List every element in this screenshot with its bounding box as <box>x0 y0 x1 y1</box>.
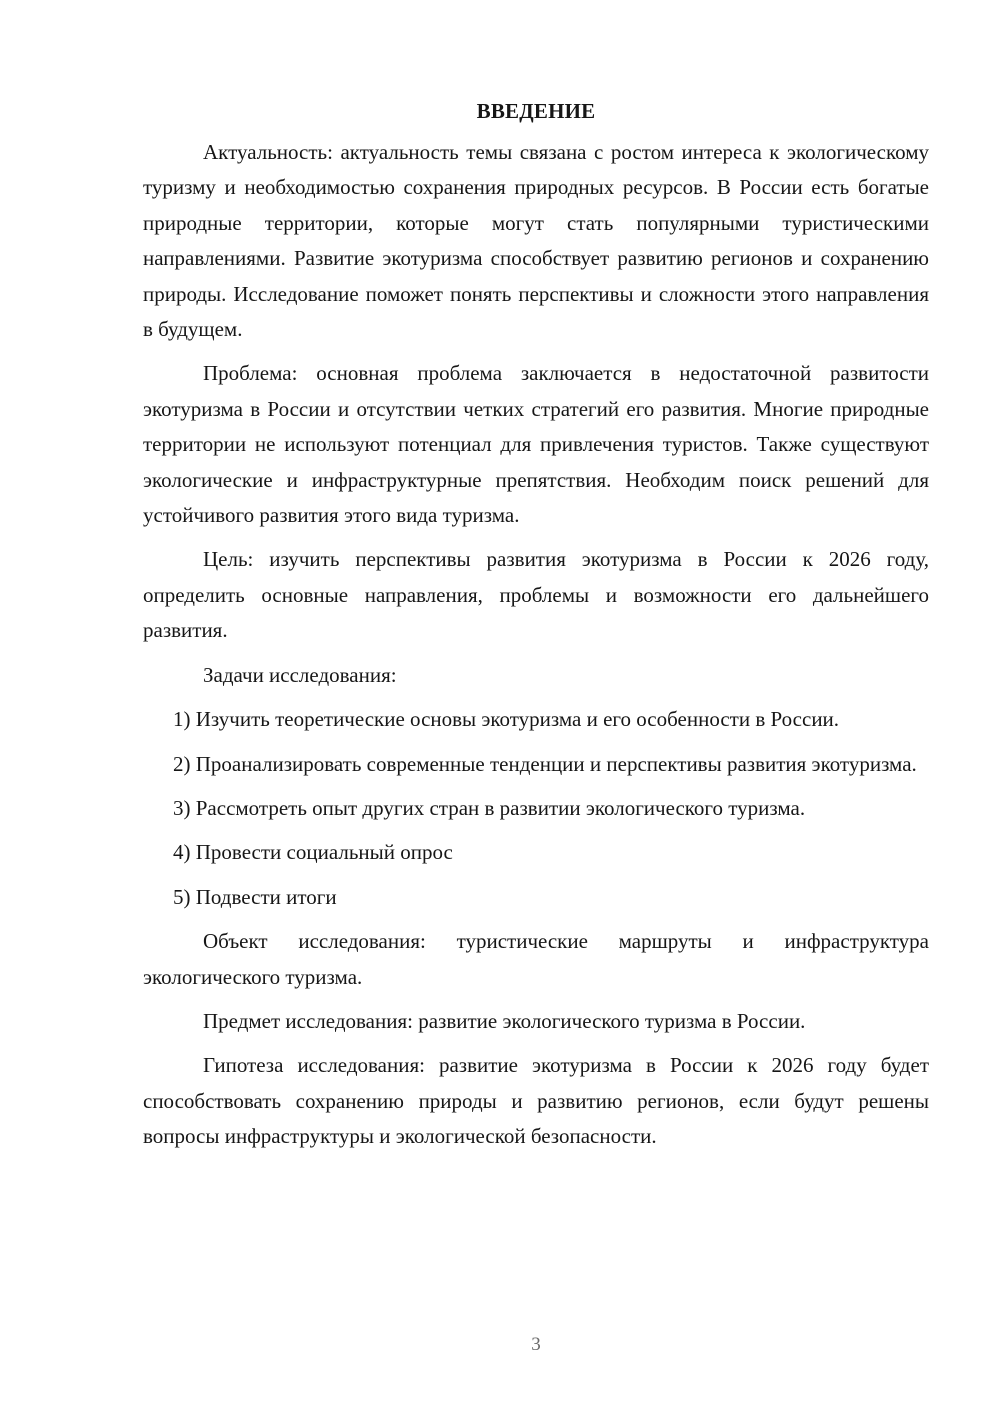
task-item: 4) Провести социальный опрос <box>173 840 453 865</box>
task-item: 3) Рассмотреть опыт других стран в развитии экологического туризма. <box>173 795 806 820</box>
task-item: 5) Подвести итоги <box>173 884 337 909</box>
task-item: 2) Проанализировать современные тенденции и перспективы развития экотуризма. <box>173 751 917 776</box>
goal-paragraph: Цель: изучить перспективы развития экотуризма в России к 2026 году, определить основные направления, проблемы и возможности его дальнейшего развития. <box>143 547 929 643</box>
page-number: 3 <box>531 1334 541 1355</box>
subject-paragraph: Предмет исследования: развитие экологического туризма в России. <box>203 1008 806 1033</box>
relevance-paragraph: Актуальность: актуальность темы связана с ростом интереса к экологическому туризму и необходимостью сохранения природных ресурсов. В России есть богатые природные территории, которые могут стать популярными туристическими направлениями. Развитие экотуризма способствует развитию регионов и сохранению природы. Исследование поможет понять перспективы и сложности этого направления в будущем. <box>143 140 929 342</box>
hypothesis-paragraph: Гипотеза исследования: развитие экотуризма в России к 2026 году будет способствовать сохранению природы и развитию регионов, если будут решены вопросы инфраструктуры и экологической безопасности. <box>143 1053 929 1149</box>
problem-paragraph: Проблема: основная проблема заключается в недостаточной развитости экотуризма в России и отсутствии четких стратегий его развития. Многие природные территории не используют потенциал для привлечения туристов. Также существуют экологические и инфраструктурные препятствия. Необходим поиск решений для устойчивого развития этого вида туризма. <box>143 361 929 528</box>
task-item: 1) Изучить теоретические основы экотуризма и его особенности в России. <box>173 707 840 732</box>
section-heading: ВВЕДЕНИЕ <box>476 99 596 123</box>
tasks-title: Задачи исследования: <box>203 662 397 687</box>
page-content <box>143 93 929 1164</box>
object-paragraph: Объект исследования: туристические маршруты и инфраструктура экологического туризма. <box>143 929 929 989</box>
